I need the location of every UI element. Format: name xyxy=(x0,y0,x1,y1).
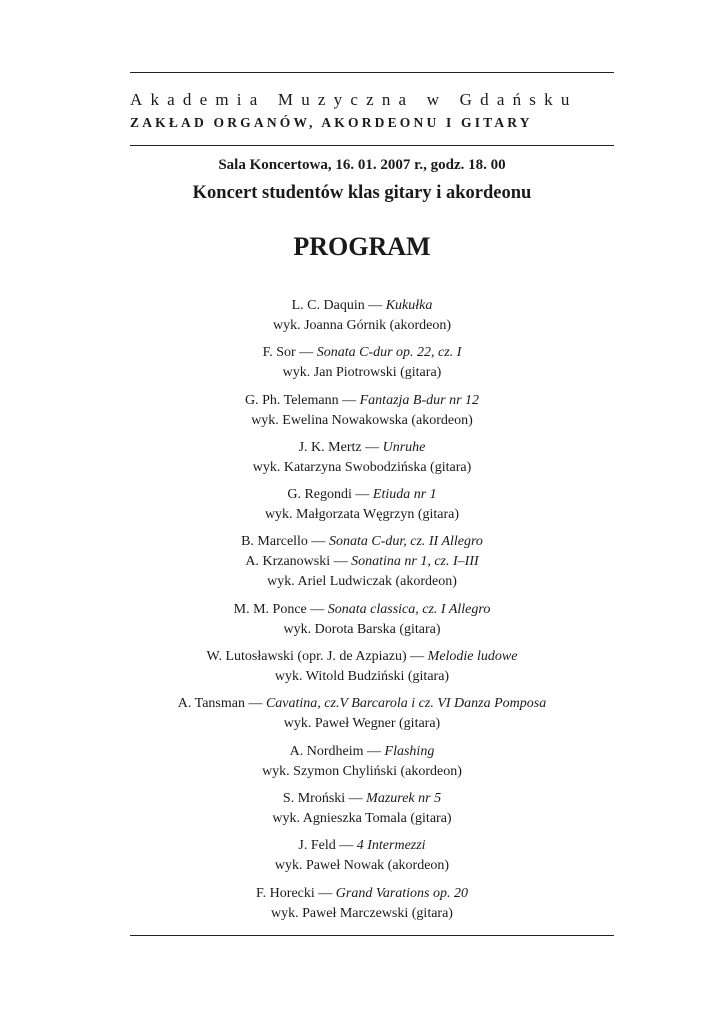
top-divider xyxy=(130,72,614,73)
bottom-divider xyxy=(130,935,614,936)
performer-line: wyk. Jan Piotrowski (gitara) xyxy=(282,365,442,381)
header-block xyxy=(130,90,614,132)
concert-title: Koncert studentów klas gitary i akordeonu xyxy=(192,183,532,203)
work-title: Cavatina, cz.V Barcarola i cz. VI Danza Pomposa xyxy=(265,696,547,712)
work-title: Grand Varations op. 20 xyxy=(335,885,468,901)
composer-name: F. Horecki — xyxy=(256,885,336,901)
program-entry xyxy=(0,742,724,782)
composer-name: A. Nordheim — xyxy=(289,743,385,759)
work-line xyxy=(0,485,724,505)
performer-line: wyk. Paweł Marczewski (gitara) xyxy=(271,905,453,921)
work-line xyxy=(0,836,724,856)
work-line xyxy=(0,884,724,904)
work-line xyxy=(0,532,724,552)
program-entry xyxy=(0,438,724,478)
composer-name: G. Regondi — xyxy=(287,487,373,503)
work-line xyxy=(0,742,724,762)
performer-line: wyk. Witold Budziński (gitara) xyxy=(274,669,450,685)
performer-line: wyk. Dorota Barska (gitara) xyxy=(283,621,441,637)
work-title: Sonatina nr 1, cz. I–III xyxy=(351,554,479,570)
academy-name: Akademia Muzyczna w Gdańsku xyxy=(130,90,578,109)
work-title: Mazurek nr 5 xyxy=(366,790,442,806)
composer-name: A. Krzanowski — xyxy=(245,554,352,570)
performer-line: wyk. Joanna Górnik (akordeon) xyxy=(272,318,452,333)
performer-line: wyk. Ewelina Nowakowska (akordeon) xyxy=(251,412,473,428)
program-entry xyxy=(0,836,724,876)
program-entry xyxy=(0,600,724,640)
performer-line: wyk. Katarzyna Swobodzińska (gitara) xyxy=(252,459,472,475)
composer-name: J. Feld — xyxy=(298,838,357,854)
composer-name: L. C. Daquin — xyxy=(291,298,386,313)
program-entry xyxy=(0,391,724,431)
work-title: Etiuda nr 1 xyxy=(372,487,437,503)
work-line xyxy=(0,438,724,458)
venue-date-line: Sala Koncertowa, 16. 01. 2007 r., godz. 18. 00 xyxy=(218,157,506,173)
work-line xyxy=(0,694,724,714)
work-title: Unruhe xyxy=(382,439,426,455)
work-title: Fantazja B-dur nr 12 xyxy=(359,392,480,408)
composer-name: B. Marcello — xyxy=(241,534,329,550)
composer-name: W. Lutosławski (opr. J. de Azpiazu) — xyxy=(206,649,428,665)
program-entry xyxy=(0,485,724,525)
program-list xyxy=(0,296,724,931)
program-entry xyxy=(0,789,724,829)
composer-name: S. Mroński — xyxy=(282,790,367,806)
work-line xyxy=(0,789,724,809)
performer-line: wyk. Paweł Wegner (gitara) xyxy=(283,716,441,732)
work-title: Sonata C-dur op. 22, cz. I xyxy=(316,345,462,361)
work-line xyxy=(0,647,724,667)
composer-name: G. Ph. Telemann — xyxy=(244,392,360,408)
composer-name: F. Sor — xyxy=(262,345,317,361)
work-title: 4 Intermezzi xyxy=(356,838,426,854)
work-title: Sonata C-dur, cz. II Allegro xyxy=(328,534,483,550)
program-entry xyxy=(0,647,724,687)
department-name: ZAKŁAD ORGANÓW, AKORDEONU I GITARY xyxy=(130,115,533,130)
work-line xyxy=(0,600,724,620)
composer-name: A. Tansman — xyxy=(177,696,266,712)
program-entry xyxy=(0,343,724,383)
composer-name: M. M. Ponce — xyxy=(233,601,328,617)
performer-line: wyk. Agnieszka Tomala (gitara) xyxy=(272,810,452,826)
work-line xyxy=(0,343,724,363)
program-entry xyxy=(0,694,724,734)
performer-line: wyk. Szymon Chyliński (akordeon) xyxy=(262,763,462,779)
work-line xyxy=(0,552,724,572)
work-title: Sonata classica, cz. I Allegro xyxy=(327,601,491,617)
program-entry xyxy=(0,884,724,924)
header-divider xyxy=(130,145,614,146)
work-title: Melodie ludowe xyxy=(427,649,518,665)
program-heading: PROGRAM xyxy=(293,232,431,261)
work-line xyxy=(0,296,724,316)
performer-line: wyk. Małgorzata Węgrzyn (gitara) xyxy=(264,507,460,523)
program-entry xyxy=(0,532,724,592)
work-line xyxy=(0,391,724,411)
work-title: Flashing xyxy=(384,743,435,759)
work-title: Kukułka xyxy=(385,298,433,313)
performer-line: wyk. Paweł Nowak (akordeon) xyxy=(274,858,450,874)
program-entry xyxy=(0,296,724,336)
composer-name: J. K. Mertz — xyxy=(298,439,383,455)
performer-line: wyk. Ariel Ludwiczak (akordeon) xyxy=(267,574,457,590)
